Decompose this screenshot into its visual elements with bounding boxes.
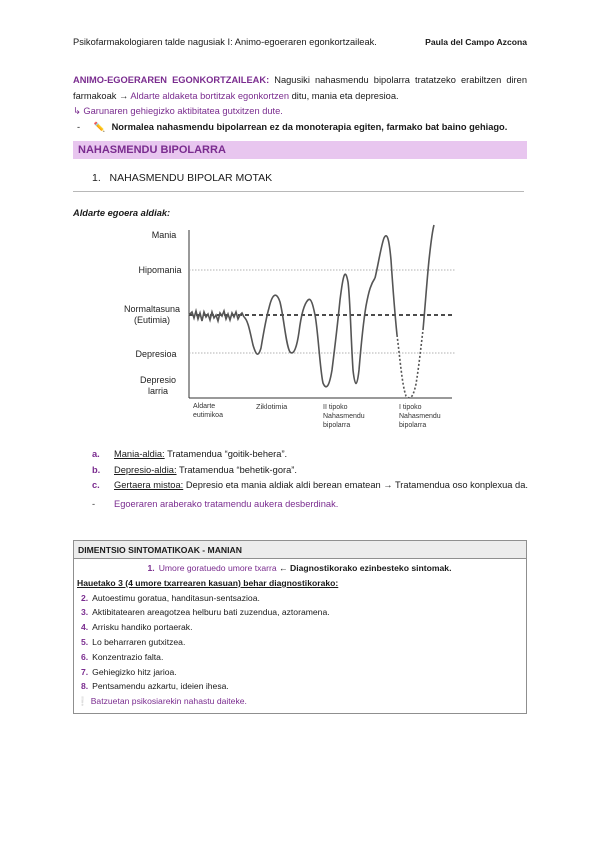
author-name: Paula del Campo Azcona (425, 37, 527, 47)
symptom-text: Aktibitatearen areagotzea helburu bati zuzendua, aztoramena. (92, 607, 330, 618)
series-tipoko-ii (315, 274, 375, 387)
heading-number: 1. (92, 172, 101, 184)
marker-d: - (92, 498, 96, 509)
series-eutimikoa (189, 311, 244, 321)
symptom-item (81, 679, 522, 694)
box-title: DIMENTSIO SINTOMATIKOAK - MANIAN (78, 545, 242, 555)
bullet-text: Normalea nahasmendu bipolarrean ez da monoterapia egiten, farmako bat baino gehiago. (111, 121, 508, 132)
x-label-1b: eutimikoa (193, 412, 223, 419)
list-item-d (92, 497, 528, 513)
symptom-number: 7. (81, 666, 89, 677)
heading-text: NAHASMENDU BIPOLAR MOTAK (109, 172, 273, 184)
symptom-text: Autoestimu goratua, handitasun-sentsazioa. (92, 592, 260, 603)
symptom-list (77, 591, 522, 695)
symptom-text: Gehiegizko hitz jarioa. (92, 666, 177, 677)
x-label-3a: II tipoko (323, 404, 348, 411)
document-title: Psikofarmakologiaren talde nagusiak I: Animo-egoeraren egonkortzaileak. (73, 37, 377, 47)
series-tipoko-i-rise (423, 225, 434, 330)
treatment-list (92, 447, 528, 512)
symptom-item (81, 665, 522, 680)
symptom-1-note: ← Diagnostikorako ezinbesteko sintomak. (276, 563, 452, 573)
heading-1 (92, 172, 272, 184)
intro-text-2: ditu, mania eta depresioa. (289, 90, 399, 101)
symptom-number: 4. (81, 622, 89, 633)
divider (73, 191, 524, 192)
list-item-a (92, 447, 528, 463)
label-a: Mania-aldia: (114, 449, 165, 459)
diagnosis-subheading: Hauetako 3 (4 umore txarrearen kasuan) behar diagnostikorako: (77, 577, 339, 588)
intro-bullet (73, 120, 527, 136)
box-note-text: Batzuetan psikosiarekin nahastu daiteke. (90, 696, 247, 707)
symptom-text: Pentsamendu azkartu, ideien ihesa. (92, 681, 229, 692)
symptom-item (81, 650, 522, 665)
y-label-depresioa: Depresioa (135, 349, 177, 359)
symptom-item (81, 605, 522, 620)
mood-chart (0, 220, 600, 440)
symptom-number: 2. (81, 592, 89, 603)
text-a: Tratamendua “goitik-behera”. (164, 449, 288, 459)
symptom-item (81, 635, 522, 650)
intro-term: ANIMO-EGOERAREN EGONKORTZAILEAK: (73, 75, 270, 85)
symptom-number: 5. (81, 636, 89, 647)
symptom-number: 8. (81, 681, 89, 692)
list-item-b (92, 463, 528, 479)
list-item-c (92, 478, 528, 494)
y-label-hipomania: Hipomania (138, 265, 182, 275)
mania-symptoms-box (73, 540, 527, 714)
symptom-1-number: 1. (147, 563, 155, 573)
x-label-2: Ziklotimia (256, 402, 288, 411)
text-b: Tratamendua “behetik-gora”. (176, 464, 297, 475)
marker-a: a. (92, 449, 100, 459)
x-label-4c: bipolarra (399, 422, 427, 429)
label-b: Depresio-aldia: (114, 464, 177, 475)
box-body (77, 561, 522, 709)
y-label-depresio-larria-2: larria (147, 386, 169, 396)
label-c: Gertaera mistoa: (114, 480, 184, 490)
y-label-eutimia: (Eutimia) (133, 315, 171, 325)
x-label-3c: bipolarra (323, 422, 351, 429)
box-header (74, 541, 526, 559)
symptom-text: Konzentrazio falta. (92, 651, 164, 662)
x-label-3b: Nahasmendu (323, 413, 365, 420)
symptom-number: 6. (81, 651, 89, 662)
y-label-mania: Mania (151, 230, 177, 240)
symptom-1-text: Umore goratuedo umore txarra (158, 563, 277, 573)
chart-caption: Aldarte egoera aldiak: (73, 208, 171, 218)
symptom-item (81, 591, 522, 606)
pencil-icon: ✏️ (93, 121, 106, 132)
marker-c: c. (92, 480, 100, 490)
text-d: Egoeraren araberako tratamendu aukera desberdinak. (114, 498, 339, 509)
symptom-number: 3. (81, 607, 89, 618)
symptom-text: Arrisku handiko portaerak. (92, 622, 193, 633)
series-tipoko-i-dashed (397, 330, 423, 398)
x-label-4b: Nahasmendu (399, 413, 441, 420)
series-tipoko-i-up (375, 236, 397, 335)
x-label-1a: Aldarte (193, 403, 216, 410)
section-title-bar (73, 141, 527, 159)
section-title: NAHASMENDU BIPOLARRA (78, 144, 226, 156)
intro-paragraph (73, 73, 527, 135)
series-ziklotimia (244, 295, 315, 354)
intro-text-1: Nagusiki nahasmendu bipolarra tratatzeko erabiltzen diren farmakoak → (73, 75, 527, 101)
x-label-4a: I tipoko (399, 404, 422, 411)
bullet-dash: - (77, 121, 81, 132)
text-c: Depresio eta mania aldiak aldi berean ematean → Tratamendua oso konplexua da. (183, 480, 528, 490)
intro-highlight: Aldarte aldaketa bortitzak egonkortzen (130, 90, 290, 101)
box-note (77, 694, 522, 709)
symptom-item (81, 620, 522, 635)
symptom-1 (77, 561, 522, 576)
y-label-normaltasuna: Normaltasuna (123, 304, 181, 314)
symptom-text: Lo beharraren gutxitzea. (92, 636, 186, 647)
marker-b: b. (92, 464, 101, 475)
y-label-depresio-larria-1: Depresio (139, 375, 177, 385)
intro-line-2: ↳ Garunaren gehiegizko aktibitatea gutxitzen dute. (73, 106, 283, 116)
exclamation-icon: ❕ (77, 696, 88, 707)
